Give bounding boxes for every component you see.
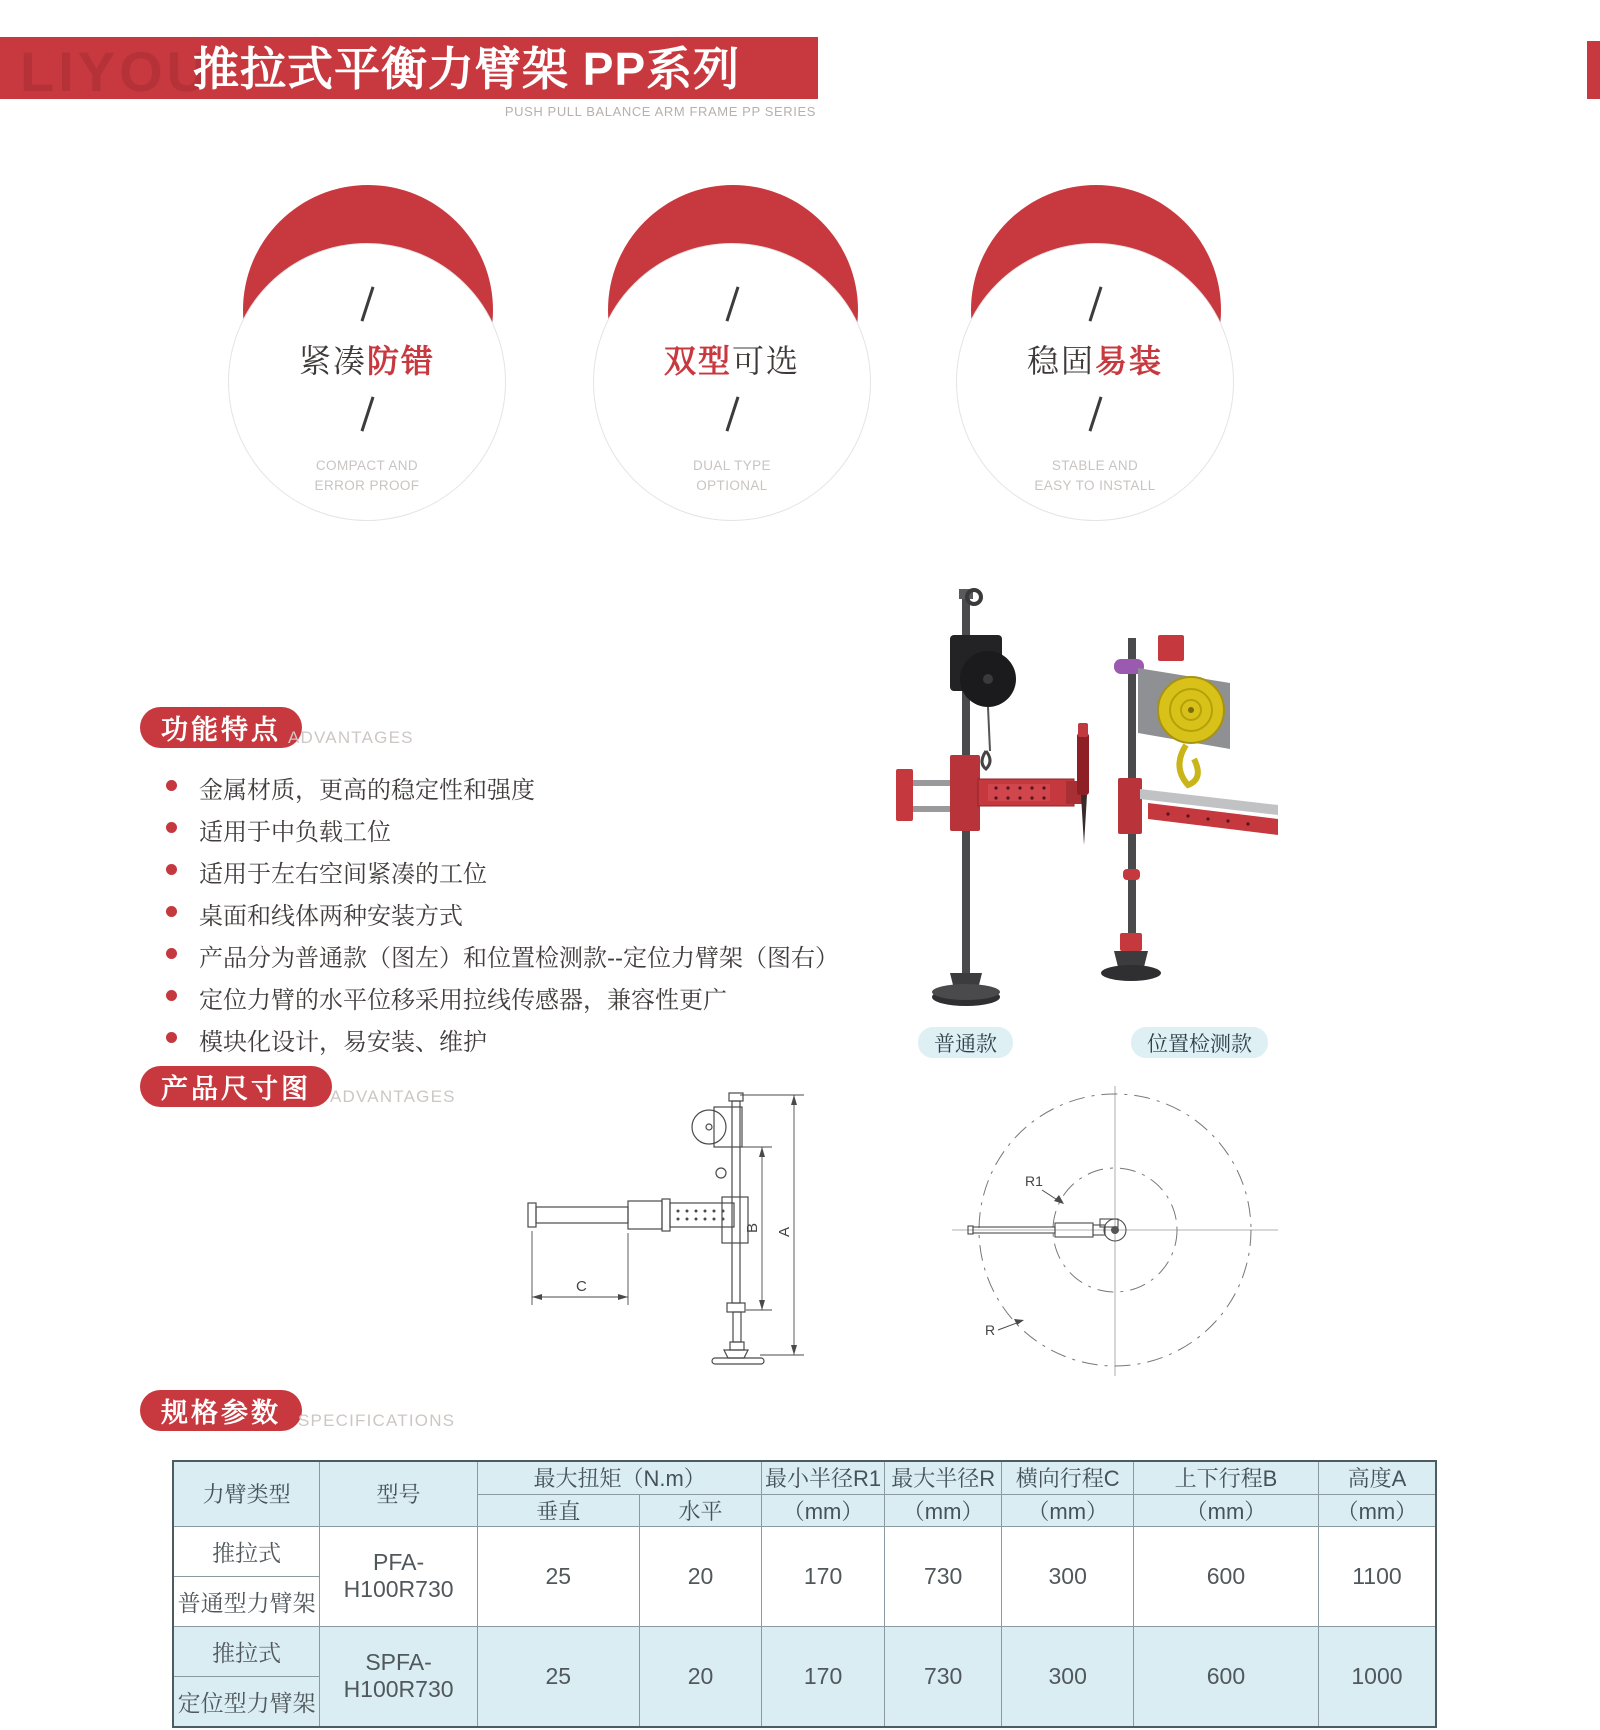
value-cell: 300 <box>1002 1626 1134 1727</box>
brand-watermark: LIYOU <box>20 40 212 103</box>
slash-icon <box>360 286 374 321</box>
column-header-min-radius: 最小半径R1 <box>762 1461 885 1494</box>
feature-en-line: DUAL TYPE <box>693 458 771 473</box>
bullet-icon <box>166 990 177 1001</box>
list-item: 模块化设计，易安装、维护 <box>166 1022 839 1064</box>
value-cell: 1000 <box>1318 1626 1436 1727</box>
dim-label-b: B <box>744 1222 761 1233</box>
value-cell: 170 <box>762 1526 885 1626</box>
bullet-icon <box>166 906 177 917</box>
list-item: 定位力臂的水平位移采用拉线传感器，兼容性更广 <box>166 980 839 1022</box>
feature-text: 可选 <box>732 343 801 379</box>
page-title: 推拉式平衡力臂架 PP系列 <box>193 43 741 95</box>
section-badge-advantages-en: ADVANTAGES <box>288 728 414 747</box>
model-cell: PFA-H100R730 <box>320 1526 478 1626</box>
slash-icon <box>725 396 739 431</box>
subheader-horizontal: 水平 <box>639 1494 762 1526</box>
value-cell: 1100 <box>1318 1526 1436 1626</box>
bullet-icon <box>166 822 177 833</box>
list-item: 适用于中负载工位 <box>166 812 839 854</box>
slash-icon <box>725 286 739 321</box>
slash-icon <box>1088 396 1102 431</box>
dim-label-c: C <box>576 1278 587 1295</box>
column-header-model: 型号 <box>320 1461 478 1526</box>
section-badge-dimensions-en: ADVANTAGES <box>330 1087 456 1106</box>
value-cell: 20 <box>639 1626 762 1727</box>
radius-label-r1: R1 <box>1025 1173 1043 1189</box>
feature-en-line: STABLE AND <box>1051 458 1139 473</box>
model-cell: SPFA-H100R730 <box>320 1626 478 1727</box>
section-badge-dimensions: 产品尺寸图 <box>140 1066 332 1107</box>
unit-mm: （mm） <box>1318 1494 1436 1526</box>
slash-icon <box>360 396 374 431</box>
product-label-standard: 普通款 <box>918 1027 1013 1058</box>
feature-text: 紧凑 <box>298 343 367 379</box>
feature-circle-stable <box>956 185 1236 525</box>
list-item: 金属材质，更高的稳定性和强度 <box>166 770 839 812</box>
unit-mm: （mm） <box>762 1494 885 1526</box>
arm-type-line1: 推拉式 <box>174 1527 319 1577</box>
dimension-drawing-top-view <box>930 1082 1300 1382</box>
section-badge-specs-en: SPECIFICATIONS <box>298 1411 456 1430</box>
specifications-table <box>172 1460 1437 1728</box>
advantages-list <box>166 770 839 1064</box>
bullet-icon <box>166 780 177 791</box>
unit-mm: （mm） <box>1134 1494 1319 1526</box>
slash-icon <box>1088 286 1102 321</box>
arm-type-line1: 推拉式 <box>174 1627 319 1677</box>
bullet-icon <box>166 1032 177 1043</box>
table-row <box>173 1526 1436 1626</box>
value-cell: 25 <box>477 1526 639 1626</box>
arm-type-line2: 定位型力臂架 <box>177 1689 316 1716</box>
feature-text-highlight: 易装 <box>1095 343 1164 379</box>
page-subtitle: PUSH PULL BALANCE ARM FRAME PP SERIES <box>504 104 816 119</box>
value-cell: 730 <box>884 1626 1002 1727</box>
section-badge-advantages: 功能特点 <box>140 707 302 748</box>
value-cell: 300 <box>1002 1526 1134 1626</box>
unit-mm: （mm） <box>1002 1494 1134 1526</box>
value-cell: 600 <box>1134 1526 1319 1626</box>
table-row <box>173 1626 1436 1727</box>
dim-label-a: A <box>776 1226 793 1237</box>
radius-label-r: R <box>985 1322 996 1338</box>
feature-text: 稳固 <box>1026 343 1095 379</box>
corner-accent <box>1587 41 1600 99</box>
value-cell: 170 <box>762 1626 885 1727</box>
feature-en-line: COMPACT AND <box>315 458 419 473</box>
column-header-max-radius: 最大半径R <box>884 1461 1002 1494</box>
feature-en-line: EASY TO INSTALL <box>1034 478 1156 494</box>
list-item: 桌面和线体两种安装方式 <box>166 896 839 938</box>
list-item: 适用于左右空间紧凑的工位 <box>166 854 839 896</box>
column-header-lateral-travel: 横向行程C <box>1002 1461 1134 1494</box>
feature-text-highlight: 防错 <box>367 343 436 379</box>
feature-text-highlight: 双型 <box>663 343 732 379</box>
product-render-position-detect <box>1078 583 1278 1043</box>
subheader-vertical: 垂直 <box>477 1494 639 1526</box>
unit-mm: （mm） <box>884 1494 1002 1526</box>
column-header-height: 高度A <box>1318 1461 1436 1494</box>
bullet-icon <box>166 864 177 875</box>
product-render-standard <box>838 583 1093 1043</box>
arm-type-line2: 普通型力臂架 <box>177 1589 316 1616</box>
product-label-position-detect: 位置检测款 <box>1131 1027 1268 1058</box>
dimension-drawing-side-view <box>430 1085 840 1385</box>
column-header-arm-type: 力臂类型 <box>173 1461 320 1526</box>
value-cell: 20 <box>639 1526 762 1626</box>
feature-circle-compact <box>228 185 508 525</box>
value-cell: 600 <box>1134 1626 1319 1727</box>
feature-en-line: OPTIONAL <box>696 478 768 494</box>
section-badge-specs: 规格参数 <box>140 1390 302 1431</box>
value-cell: 25 <box>477 1626 639 1727</box>
column-header-vertical-travel: 上下行程B <box>1134 1461 1319 1494</box>
feature-en-line: ERROR PROOF <box>314 478 420 494</box>
value-cell: 730 <box>884 1526 1002 1626</box>
list-item: 产品分为普通款（图左）和位置检测款--定位力臂架（图右） <box>166 938 839 980</box>
title-bar <box>0 37 818 103</box>
feature-circle-dual <box>593 185 873 525</box>
column-header-max-torque: 最大扭矩（N.m） <box>477 1461 761 1494</box>
bullet-icon <box>166 948 177 959</box>
